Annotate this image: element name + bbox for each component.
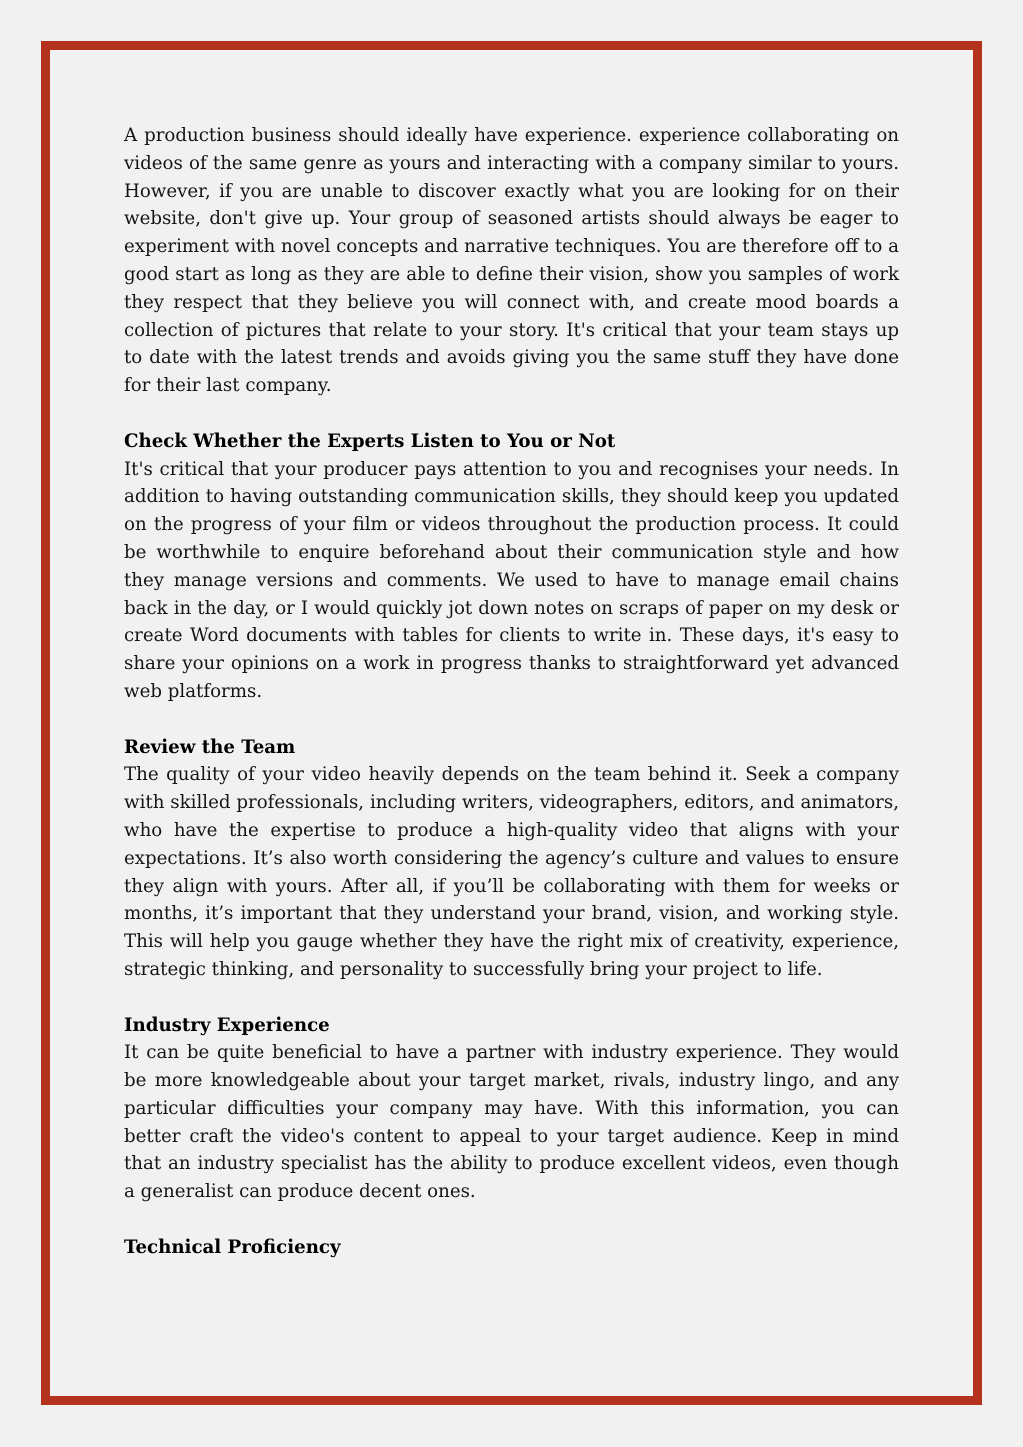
document-body — [124, 122, 899, 1262]
section-body-industry-experience: It can be quite beneficial to have a partner with industry experience. They would be more knowledgeable about your target market, rivals, industry lingo, and any particular difficulties your company may have. With this information, you can better craft the video's content to appeal to your target audience. Keep in mind that an industry specialist has the ability to produce excellent videos, even though a generalist can produce decent ones. — [124, 1042, 899, 1203]
section-heading-technical-proficiency: Technical Proficiency — [124, 1236, 341, 1258]
section-heading-review-team: Review the Team — [124, 736, 296, 758]
section-heading-industry-experience: Industry Experience — [124, 1014, 330, 1036]
section-heading-experts-listen: Check Whether the Experts Listen to You or Not — [124, 430, 616, 452]
intro-paragraph: A production business should ideally have experience. experience collaborating on videos of the same genre as yours and interacting with a company similar to yours. However, if you are unable to discover exactly what you are looking for on their website, don't give up. Your group of seasoned artists should always be eager to experiment with novel concepts and narrative techniques. You are therefore off to a good start as long as they are able to define their vision, show you samples of work they respect that they believe you will connect with, and create mood boards a collection of pictures that relate to your story. It's critical that your team stays up to date with the latest trends and avoids giving you the same stuff they have done for their last company. — [124, 125, 899, 397]
section-body-experts-listen: It's critical that your producer pays attention to you and recognises your needs. In addition to having outstanding communication skills, they should keep you updated on the progress of your film or videos throughout the production process. It could be worthwhile to enquire beforehand about their communication style and how they manage versions and comments. We used to have to manage email chains back in the day, or I would quickly jot down notes on scraps of paper on my desk or create Word documents with tables for clients to write in. These days, it's easy to share your opinions on a work in progress thanks to straightforward yet advanced web platforms. — [124, 458, 899, 702]
section-body-review-team: The quality of your video heavily depends on the team behind it. Seek a company with skilled professionals, including writers, videographers, editors, and animators, who have the expertise to produce a high-quality video that aligns with your expectations. It’s also worth considering the agency’s culture and values to ensure they align with yours. After all, if you’ll be collaborating with them for weeks or months, it’s important that they understand your brand, vision, and working style. This will help you gauge whether they have the right mix of creativity, experience, strategic thinking, and personality to successfully bring your project to life. — [124, 764, 899, 980]
